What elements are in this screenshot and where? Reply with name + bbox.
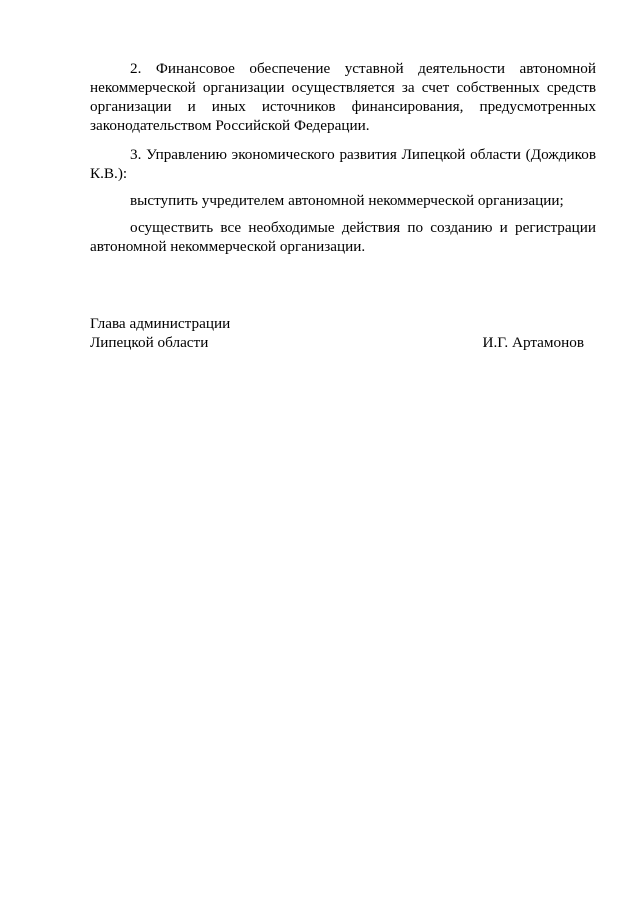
paragraph-3: 3. Управлению экономического развития Липецкой области (Дождиков К.В.): (90, 146, 596, 182)
paragraph-2: 2. Финансовое обеспечение уставной деятельности автономной некоммерческой организации осуществляется за счет собственных средств организации и иных источников финансирования, предусмотренных законодательством Российской Федерации. (90, 60, 596, 134)
signature-position-line-1: Глава администрации (90, 315, 231, 332)
paragraph-3-block (90, 145, 596, 256)
paragraph-3-item-2: осуществить все необходимые действия по созданию и регистрации автономной некоммерческой организации. (90, 219, 596, 255)
signature-position-line-2: Липецкой области (90, 334, 209, 351)
signature-row (90, 333, 584, 352)
signature-name: И.Г. Артамонов (482, 334, 584, 351)
paragraph-3-item-1: выступить учредителем автономной некоммерческой организации; (130, 192, 564, 209)
